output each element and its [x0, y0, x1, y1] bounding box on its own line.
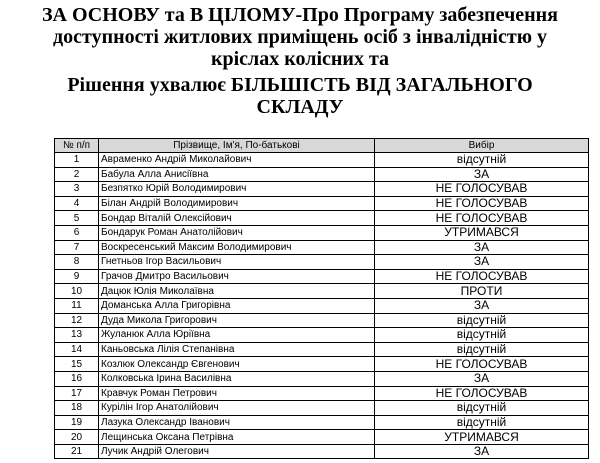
- row-number-cell: 20: [55, 430, 99, 445]
- member-name-cell: Дуда Микола Григорович: [99, 313, 375, 328]
- vote-cell: відсутній: [375, 401, 589, 416]
- member-name-cell: Бондарук Роман Анатолійович: [99, 225, 375, 240]
- row-number-cell: 11: [55, 298, 99, 313]
- member-name-cell: Лазука Олександр Іванович: [99, 415, 375, 430]
- table-row: [55, 415, 589, 430]
- row-number-cell: 9: [55, 269, 99, 284]
- decision-line: Рішення ухвалює БІЛЬШІСТЬ ВІД ЗАГАЛЬНОГО: [67, 74, 533, 96]
- vote-cell: ЗА: [375, 444, 589, 459]
- table-row: [55, 167, 589, 182]
- column-header-number: № п/п: [55, 139, 99, 153]
- table-row: [55, 328, 589, 343]
- vote-cell: УТРИМАВСЯ: [375, 225, 589, 240]
- row-number-cell: 17: [55, 386, 99, 401]
- table-row: [55, 284, 589, 299]
- row-number-cell: 15: [55, 357, 99, 372]
- member-name-cell: Білан Андрій Володимирович: [99, 196, 375, 211]
- vote-cell: відсутній: [375, 313, 589, 328]
- member-name-cell: Лучик Андрій Олегович: [99, 444, 375, 459]
- vote-cell: ЗА: [375, 371, 589, 386]
- vote-cell: відсутній: [375, 342, 589, 357]
- row-number-cell: 16: [55, 371, 99, 386]
- row-number-cell: 21: [55, 444, 99, 459]
- table-row: [55, 225, 589, 240]
- member-name-cell: Курілін Ігор Анатолійович: [99, 401, 375, 416]
- member-name-cell: Бондар Віталій Олексійович: [99, 211, 375, 226]
- member-name-cell: Кравчук Роман Петрович: [99, 386, 375, 401]
- member-name-cell: Каньовська Лілія Степанівна: [99, 342, 375, 357]
- column-header-name: Прізвище, Ім'я, По-батькові: [99, 139, 375, 153]
- row-number-cell: 4: [55, 196, 99, 211]
- row-number-cell: 14: [55, 342, 99, 357]
- row-number-cell: 10: [55, 284, 99, 299]
- member-name-cell: Жуланюк Алла Юріївна: [99, 328, 375, 343]
- table-row: [55, 313, 589, 328]
- row-number-cell: 3: [55, 182, 99, 197]
- title-line: доступності житлових приміщень осіб з інвалідністю у: [53, 26, 547, 48]
- vote-cell: УТРИМАВСЯ: [375, 430, 589, 445]
- member-name-cell: Лещинська Оксана Петрівна: [99, 430, 375, 445]
- table-row: [55, 386, 589, 401]
- row-number-cell: 8: [55, 255, 99, 270]
- table-row: [55, 269, 589, 284]
- member-name-cell: Авраменко Андрій Миколайович: [99, 153, 375, 168]
- table-header-row: [55, 139, 589, 153]
- votes-table: [54, 138, 589, 459]
- member-name-cell: Колковська Ірина Василівна: [99, 371, 375, 386]
- member-name-cell: Гнетньов Ігор Васильович: [99, 255, 375, 270]
- row-number-cell: 7: [55, 240, 99, 255]
- table-row: [55, 153, 589, 168]
- vote-cell: ЗА: [375, 298, 589, 313]
- member-name-cell: Грачов Дмитро Васильович: [99, 269, 375, 284]
- table-row: [55, 182, 589, 197]
- vote-cell: НЕ ГОЛОСУВАВ: [375, 211, 589, 226]
- row-number-cell: 18: [55, 401, 99, 416]
- table-row: [55, 298, 589, 313]
- row-number-cell: 1: [55, 153, 99, 168]
- row-number-cell: 6: [55, 225, 99, 240]
- vote-cell: відсутній: [375, 328, 589, 343]
- vote-cell: відсутній: [375, 415, 589, 430]
- vote-cell: НЕ ГОЛОСУВАВ: [375, 182, 589, 197]
- member-name-cell: Козлюк Олександр Євгенович: [99, 357, 375, 372]
- vote-cell: НЕ ГОЛОСУВАВ: [375, 196, 589, 211]
- table-row: [55, 342, 589, 357]
- row-number-cell: 19: [55, 415, 99, 430]
- table-row: [55, 430, 589, 445]
- vote-cell: ЗА: [375, 255, 589, 270]
- vote-cell: НЕ ГОЛОСУВАВ: [375, 269, 589, 284]
- vote-cell: ПРОТИ: [375, 284, 589, 299]
- table-row: [55, 401, 589, 416]
- member-name-cell: Воскресенський Максим Володимирович: [99, 240, 375, 255]
- table-row: [55, 196, 589, 211]
- document-title: [0, 4, 600, 70]
- vote-cell: відсутній: [375, 153, 589, 168]
- table-row: [55, 444, 589, 459]
- row-number-cell: 12: [55, 313, 99, 328]
- table-row: [55, 240, 589, 255]
- member-name-cell: Дацюк Юлія Миколаївна: [99, 284, 375, 299]
- row-number-cell: 5: [55, 211, 99, 226]
- member-name-cell: Доманська Алла Григорівна: [99, 298, 375, 313]
- title-line: ЗА ОСНОВУ та В ЦІЛОМУ-Про Програму забезпечення: [42, 4, 558, 26]
- vote-cell: ЗА: [375, 240, 589, 255]
- table-row: [55, 371, 589, 386]
- vote-cell: НЕ ГОЛОСУВАВ: [375, 357, 589, 372]
- decision-heading: [0, 74, 600, 118]
- table-row: [55, 357, 589, 372]
- table-row: [55, 211, 589, 226]
- column-header-vote: Вибір: [375, 139, 589, 153]
- table-row: [55, 255, 589, 270]
- decision-line: СКЛАДУ: [256, 96, 344, 118]
- row-number-cell: 2: [55, 167, 99, 182]
- member-name-cell: Бабула Алла Анисіївна: [99, 167, 375, 182]
- member-name-cell: Безпятко Юрій Володимирович: [99, 182, 375, 197]
- vote-cell: ЗА: [375, 167, 589, 182]
- row-number-cell: 13: [55, 328, 99, 343]
- table-body: [55, 153, 589, 459]
- vote-cell: НЕ ГОЛОСУВАВ: [375, 386, 589, 401]
- title-line: кріслах колісних та: [210, 48, 390, 70]
